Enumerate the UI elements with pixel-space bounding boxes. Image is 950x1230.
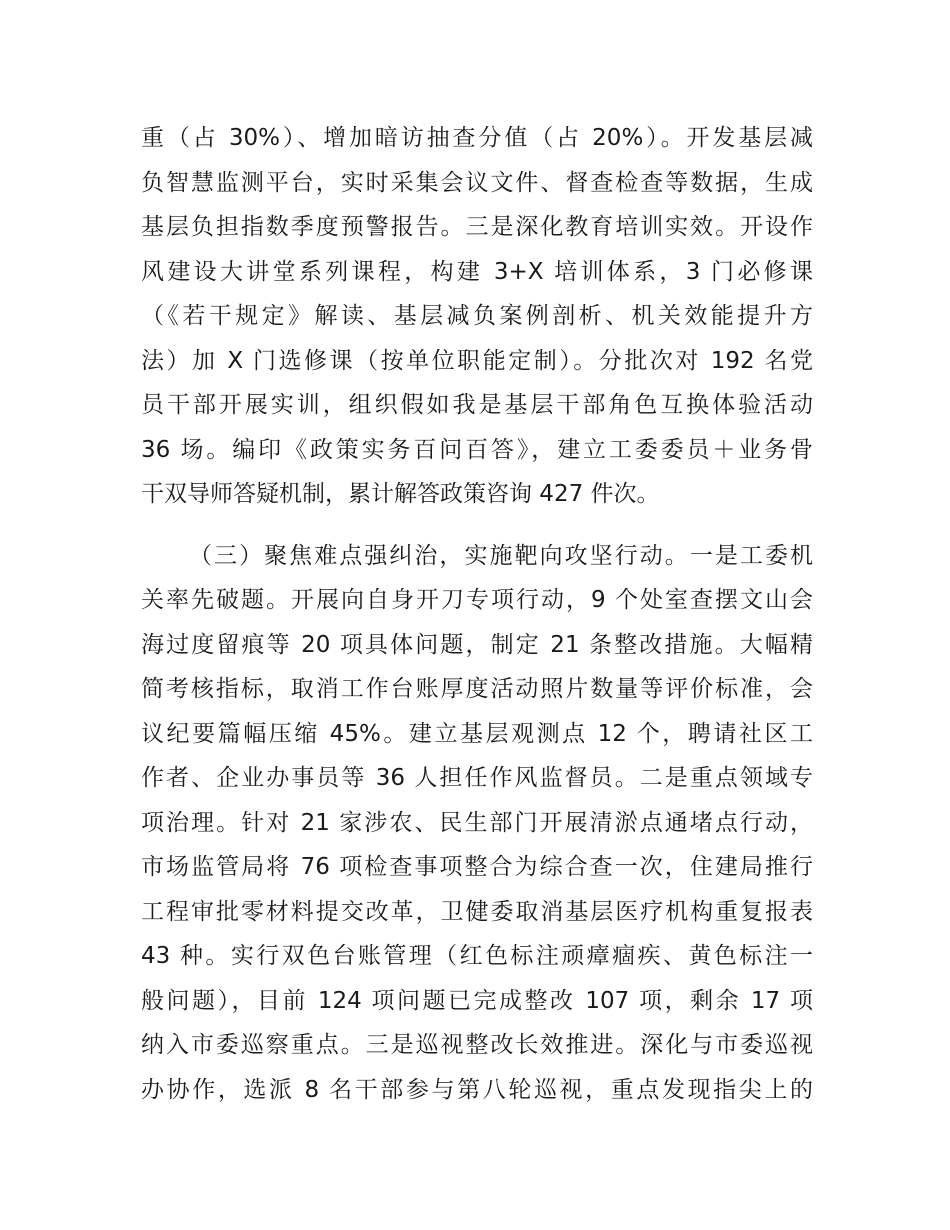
text-line: 议纪要篇幅压缩 45%。建立基层观测点 12 个，聘请社区工 <box>141 720 813 747</box>
text-line: 简考核指标，取消工作台账厚度活动照片数量等评价标准，会 <box>141 676 813 702</box>
text-line: 办协作，选派 8 名干部参与第八轮巡视，重点发现指尖上的 <box>141 1076 813 1103</box>
text-line: 般问题），目前 124 项问题已完成整改 107 项，剩余 17 项 <box>141 987 813 1014</box>
paragraph-1 <box>141 116 813 517</box>
text-line: 风建设大讲堂系列课程，构建 3+X 培训体系，3 门必修课 <box>141 258 813 285</box>
text-line: （《若干规定》解读、基层减负案例剖析、机关效能提升方 <box>141 303 813 329</box>
text-line: 43 种。实行双色台账管理（红色标注顽瘴痼疾、黄色标注一 <box>141 943 813 969</box>
document-body <box>141 116 813 1112</box>
text-line: 负智慧监测平台，实时采集会议文件、督查检查等数据，生成 <box>141 169 813 196</box>
paragraph-2 <box>141 534 813 1113</box>
text-line: 项治理。针对 21 家涉农、民生部门开展清淤点通堵点行动， <box>141 809 813 836</box>
text-line: 海过度留痕等 20 项具体问题，制定 21 条整改措施。大幅精 <box>141 631 813 658</box>
text-line: （三）聚焦难点强纠治，实施靶向攻坚行动。一是工委机 <box>189 542 813 569</box>
text-line: 员干部开展实训，组织假如我是基层干部角色互换体验活动 <box>141 392 813 418</box>
text-line: 工程审批零材料提交改革，卫健委取消基层医疗机构重复报表 <box>141 898 813 925</box>
text-line: 纳入市委巡察重点。三是巡视整改长效推进。深化与市委巡视 <box>141 1032 813 1058</box>
text-line: 作者、企业办事员等 36 人担任作风监督员。二是重点领域专 <box>141 765 813 791</box>
text-line: 市场监管局将 76 项检查事项整合为综合查一次，住建局推行 <box>141 854 813 880</box>
text-line: 重（占 30%）、增加暗访抽查分值（占 20%）。开发基层减 <box>141 125 813 151</box>
text-line: 法）加 X 门选修课（按单位职能定制）。分批次对 192 名党 <box>141 347 813 374</box>
text-line: 干双导师答疑机制，累计解答政策咨询 427 件次。 <box>141 481 660 507</box>
text-line: 关率先破题。开展向自身开刀专项行动，9 个处室查摆文山会 <box>141 587 813 613</box>
text-line: 36 场。编印《政策实务百问百答》，建立工委委员＋业务骨 <box>141 436 813 463</box>
text-line: 基层负担指数季度预警报告。三是深化教育培训实效。开设作 <box>141 214 813 240</box>
paragraph-spacer <box>141 517 813 534</box>
